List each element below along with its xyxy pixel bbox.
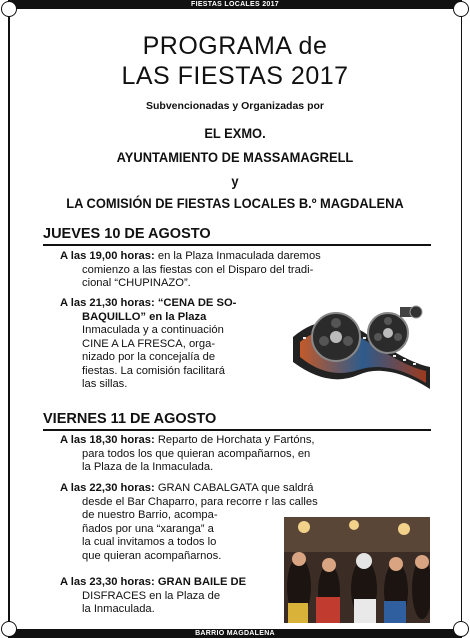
event-text: en la Plaza Inmaculada daremos [154, 250, 321, 262]
film-reels-illustration [288, 297, 433, 397]
frame-right [461, 0, 463, 638]
organizer-line-3: y [231, 173, 239, 189]
event-time: A las 22,30 horas: [60, 482, 155, 494]
event-text: comienzo a las fiestas con el Disparo del tradi- [82, 263, 314, 276]
corner-ornament-tr [453, 1, 469, 17]
event-text: “CENA DE SO- [154, 297, 237, 309]
event-text: Reparto de Horchata y Fartóns, [154, 434, 315, 446]
header-band: FIESTAS LOCALES 2017 [8, 0, 462, 9]
title-line-1: PROGRAMA de [142, 32, 328, 60]
event-time: A las 21,30 horas: [60, 297, 155, 309]
event-text: Inmaculada y a continuación [82, 324, 224, 336]
event-item [60, 250, 430, 291]
event-text: DISFRACES en la Plaza de [82, 589, 221, 602]
organizer-line-2: AYUNTAMIENTO DE MASSAMAGRELL [116, 149, 354, 165]
event-text: desde el Bar Chaparro, para recorre r las calles [82, 495, 318, 508]
organizer-line-4: LA COMISIÓN DE FIESTAS LOCALES B.º MAGDALENA [66, 195, 404, 211]
footer-band: BARRIO MAGDALENA [8, 629, 462, 638]
costume-party-scene [284, 517, 430, 623]
event-text: de nuestro Barrio, acompa- [82, 509, 218, 521]
event-time: A las 19,00 horas: [60, 250, 155, 262]
corner-ornament-bl [1, 621, 17, 637]
subtitle: Subvencionadas y Organizadas por [146, 100, 324, 112]
event-text: cional “CHUPINAZO”. [82, 277, 191, 289]
event-text: GRAN CABALGATA que saldrá [154, 482, 314, 494]
event-item [60, 297, 285, 392]
event-text: ñados por una “xaranga” a [82, 522, 214, 535]
day-heading: JUEVES 10 DE AGOSTO [43, 226, 211, 242]
day-heading-rule [43, 429, 431, 431]
corner-ornament-br [453, 621, 469, 637]
event-text: la cual invitamos a todos lo [82, 536, 217, 548]
event-time: A las 23,30 horas: [60, 576, 155, 588]
event-item [60, 434, 432, 475]
event-text: CINE A LA FRESCA, orga- [82, 337, 216, 350]
event-text: las sillas. [82, 378, 128, 390]
title-line-2: LAS FIESTAS 2017 [121, 62, 349, 90]
event-text: que quieran acompañarnos. [82, 549, 222, 562]
event-text: la Plaza de la Inmaculada. [82, 461, 214, 473]
event-item [60, 576, 285, 617]
event-text: la Inmaculada. [82, 603, 155, 615]
frame-left [8, 0, 10, 638]
event-text: nizado por la concejalía de [82, 351, 216, 363]
day-heading-rule [43, 244, 431, 246]
event-text: GRAN BAILE DE [154, 576, 247, 588]
event-text: fiestas. La comisión facilitará [82, 364, 226, 377]
corner-ornament-tl [1, 1, 17, 17]
day-heading: VIERNES 11 DE AGOSTO [43, 411, 217, 427]
event-text: para todos los que quieran acompañarnos, en [82, 447, 311, 460]
costume-party-photo [284, 517, 430, 623]
organizer-line-1: EL EXMO. [204, 125, 266, 141]
event-text: BAQUILLO” en la Plaza [82, 310, 207, 323]
event-time: A las 18,30 horas: [60, 434, 155, 446]
